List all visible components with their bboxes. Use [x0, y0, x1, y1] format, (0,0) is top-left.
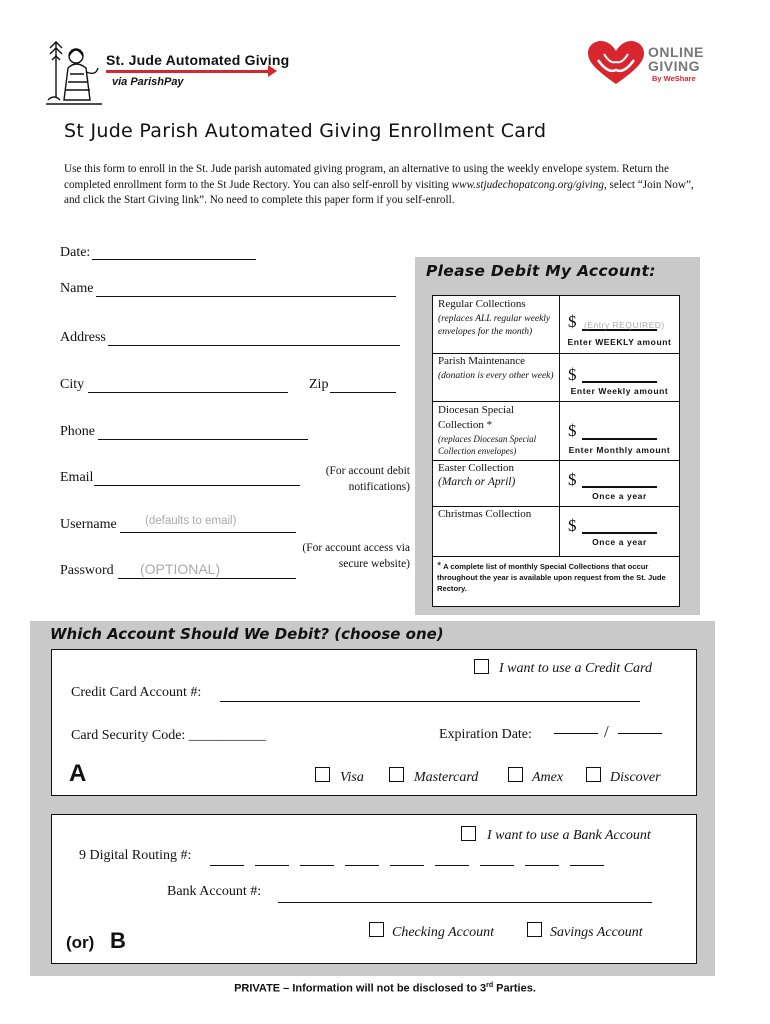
expiration-label: Expiration Date: — [439, 727, 532, 742]
discover-checkbox[interactable] — [586, 767, 601, 782]
bank-account-number-label: Bank Account #: — [167, 884, 262, 899]
checking-checkbox[interactable] — [369, 922, 384, 937]
currency-symbol: $ — [568, 470, 577, 489]
zip-label: Zip — [309, 377, 329, 392]
credit-card-checkbox[interactable] — [474, 659, 489, 674]
password-label: Password — [60, 563, 114, 578]
debit-table — [432, 295, 680, 607]
zip-field[interactable] — [330, 392, 396, 393]
row-note: (March or April) — [438, 476, 516, 488]
amount-label: Once a year — [592, 491, 647, 501]
visa-checkbox[interactable] — [315, 767, 330, 782]
name-label: Name — [60, 281, 94, 296]
row-name: Easter Collection — [438, 462, 515, 474]
privacy-text-end: Parties. — [493, 982, 536, 995]
saint-illustration — [44, 38, 104, 110]
routing-digit[interactable] — [345, 865, 379, 866]
intro-paragraph — [64, 162, 706, 209]
or-label: (or) — [66, 933, 95, 952]
bank-account-checkbox[interactable] — [461, 826, 476, 841]
expiration-month-field[interactable] — [554, 733, 598, 734]
credit-card-option-label: I want to use a Credit Card — [499, 661, 652, 676]
email-label: Email — [60, 470, 94, 485]
logo-line2: GIVING — [648, 58, 701, 74]
city-field[interactable] — [88, 392, 288, 393]
expiration-year-field[interactable] — [618, 733, 662, 734]
routing-label: 9 Digital Routing #: — [79, 848, 192, 863]
date-label: Date: — [60, 245, 91, 260]
checking-label: Checking Account — [392, 925, 494, 940]
address-field[interactable] — [108, 345, 400, 346]
option-letter-a: A — [69, 760, 87, 787]
row-note: (donation is every other week) — [438, 371, 554, 381]
password-field[interactable] — [118, 578, 296, 579]
christmas-amount-field[interactable] — [582, 532, 657, 534]
savings-checkbox[interactable] — [527, 922, 542, 937]
intro-url[interactable]: www.stjudechopatcong.org/giving — [451, 178, 604, 191]
option-letter-b: B — [110, 928, 126, 953]
credit-card-number-field[interactable] — [220, 701, 640, 702]
routing-digit[interactable] — [255, 865, 289, 866]
bank-account-number-field[interactable] — [278, 902, 652, 903]
routing-digit[interactable] — [525, 865, 559, 866]
brand-title: St. Jude Automated Giving — [106, 52, 290, 68]
security-code-label: Card Security Code: ___________ — [71, 728, 266, 743]
brand-subtitle: via ParishPay — [112, 76, 184, 88]
diocesan-amount-field[interactable] — [582, 438, 657, 440]
email-note: (For account debit notifications) — [325, 465, 410, 493]
credit-card-number-label: Credit Card Account #: — [71, 685, 202, 700]
username-label: Username — [60, 517, 117, 532]
username-field[interactable] — [120, 532, 296, 533]
currency-symbol: $ — [568, 365, 577, 384]
footnote-star: * — [437, 560, 442, 572]
visa-label: Visa — [340, 770, 364, 785]
mastercard-checkbox[interactable] — [389, 767, 404, 782]
password-placeholder: (OPTIONAL) — [140, 561, 221, 577]
footnote-text: A complete list of monthly Special Collections that occur throughout the year is available upon request from the St. Jude Rectory. — [437, 562, 666, 593]
intro-text-2: , select “Join Now”, and click the Start Giving link”. No need to complete this paper form if you self-enroll. — [64, 178, 694, 206]
routing-digit[interactable] — [480, 865, 514, 866]
row-name: Christmas Collection — [438, 508, 532, 520]
city-label: City — [60, 377, 85, 392]
row-note: (replaces Diocesan Special Collection envelopes) — [438, 434, 537, 456]
page-title: St Jude Parish Automated Giving Enrollment Card — [64, 120, 547, 142]
mastercard-label: Mastercard — [414, 770, 479, 785]
credit-card-box — [51, 649, 697, 796]
amount-label: Enter WEEKLY amount — [567, 337, 672, 347]
routing-digit[interactable] — [210, 865, 244, 866]
debit-row-regular — [433, 296, 679, 354]
currency-symbol: $ — [568, 421, 577, 440]
debit-row-easter — [433, 460, 679, 507]
intro-text-1: Use this form to enroll in the St. Jude parish automated giving program, an alternative to using the weekly envelope system. Return the completed enrollment form to the St Jude Rectory. You can also self-enroll by visiting — [64, 163, 669, 191]
currency-symbol: $ — [568, 516, 577, 535]
amount-label: Once a year — [592, 537, 647, 547]
debit-row-maintenance — [433, 353, 679, 402]
phone-label: Phone — [60, 424, 95, 439]
amount-label: Enter Monthly amount — [568, 445, 671, 455]
amount-placeholder: (Entry REQUIRED) — [584, 320, 665, 330]
debit-footnote — [437, 561, 677, 594]
debit-row-diocesan — [433, 401, 679, 461]
row-note: (replaces ALL regular weekly envelopes for the month) — [438, 314, 551, 337]
email-field[interactable] — [94, 485, 300, 486]
logo-line1: ONLINE — [648, 44, 704, 60]
row-name: Regular Collections — [438, 298, 526, 310]
routing-digit[interactable] — [570, 865, 604, 866]
debit-title: Please Debit My Account: — [426, 262, 656, 280]
date-field[interactable] — [92, 259, 256, 260]
row-name: Diocesan Special Collection * — [438, 404, 515, 431]
phone-field[interactable] — [98, 439, 308, 440]
routing-digit[interactable] — [435, 865, 469, 866]
name-field[interactable] — [96, 296, 396, 297]
amount-label: Enter Weekly amount — [570, 386, 669, 396]
discover-label: Discover — [610, 770, 661, 785]
logo-line3: By WeShare — [652, 74, 696, 83]
debit-row-christmas — [433, 506, 679, 557]
username-placeholder: (defaults to email) — [145, 515, 237, 527]
savings-label: Savings Account — [550, 925, 643, 940]
access-note: (For account access via secure website) — [302, 542, 410, 570]
privacy-sup: rd — [486, 982, 494, 989]
routing-digit-fields[interactable] — [210, 865, 610, 867]
amex-label: Amex — [532, 770, 564, 785]
row-name: Parish Maintenance — [438, 355, 526, 367]
routing-digit[interactable] — [300, 865, 334, 866]
routing-digit[interactable] — [390, 865, 424, 866]
address-label: Address — [60, 330, 106, 345]
currency-symbol: $ — [568, 312, 577, 331]
bank-account-box — [51, 814, 697, 964]
heart-hands-icon — [586, 40, 646, 88]
amex-checkbox[interactable] — [508, 767, 523, 782]
privacy-text: PRIVATE – Information will not be disclosed to 3 — [234, 982, 487, 995]
bank-account-option-label: I want to use a Bank Account — [487, 828, 651, 843]
accounts-title: Which Account Should We Debit? (choose one) — [50, 625, 444, 643]
online-giving-logo — [586, 40, 716, 90]
brand-arrow-icon — [268, 65, 277, 77]
easter-amount-field[interactable] — [582, 486, 657, 488]
maintenance-amount-field[interactable] — [582, 381, 657, 383]
privacy-notice — [0, 982, 770, 995]
expiration-separator: / — [604, 722, 609, 741]
brand-underline — [106, 70, 272, 73]
